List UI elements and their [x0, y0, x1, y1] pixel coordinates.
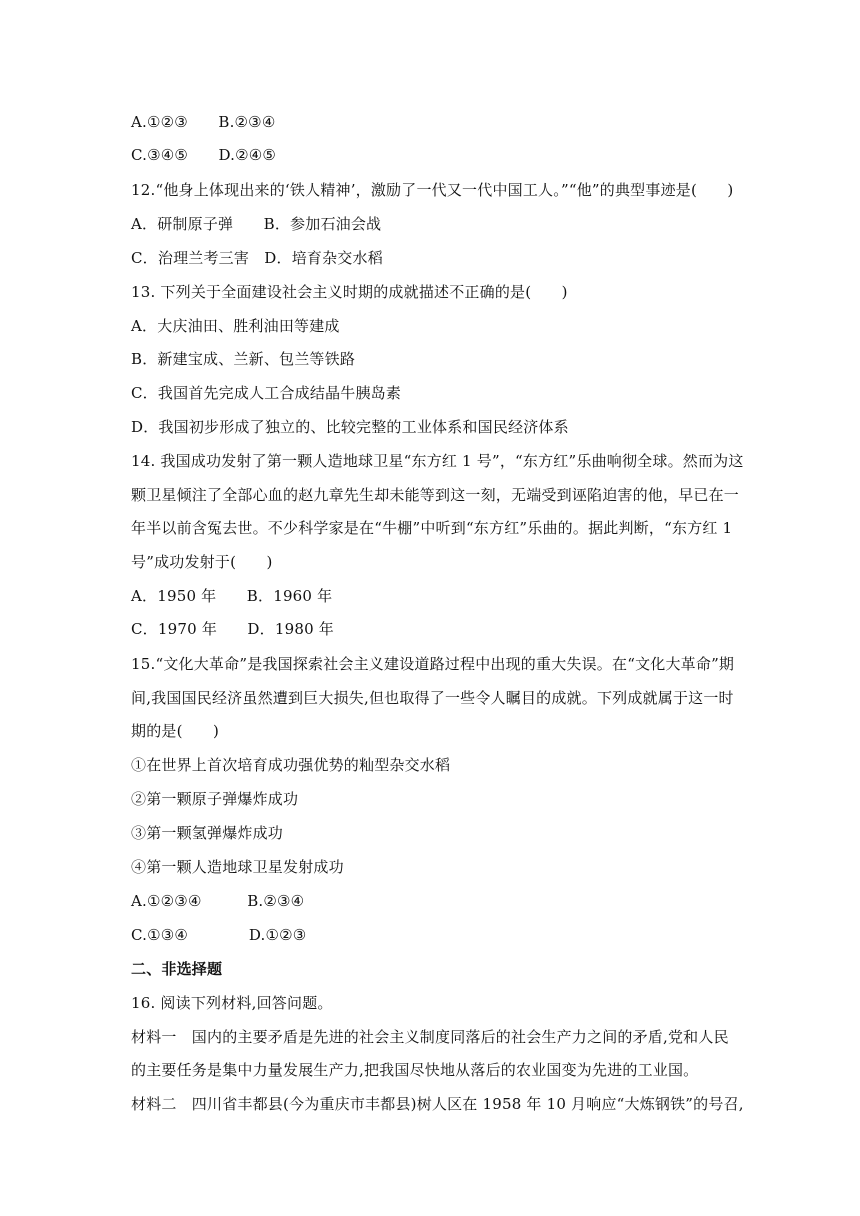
q12-options-ab: A．研制原子弹 B．参加石油会战	[131, 215, 382, 233]
q13-option-b: B．新建宝成、兰新、包兰等铁路	[131, 350, 356, 368]
q15-options-ab: A.①②③④ B.②③④	[131, 892, 305, 910]
q14-stem-line-2: 颗卫星倾注了全部心血的赵九章先生却未能等到这一刻，无端受到诬陷迫害的他，早已在一	[131, 486, 740, 504]
q13-option-d: D．我国初步形成了独立的、比较完整的工业体系和国民经济体系	[131, 418, 569, 436]
q12-stem: 12.“他身上体现出来的‘铁人精神’，激励了一代又一代中国工人。”“他”的典型事迹是( )	[131, 181, 734, 199]
q15-options-cd: C.①③④ D.①②③	[131, 926, 307, 944]
q13-option-c: C．我国首先完成人工合成结晶牛胰岛素	[131, 384, 402, 402]
q15-stem-line-2: 间,我国国民经济虽然遭到巨大损失,但也取得了一些令人瞩目的成就。下列成就属于这一时	[131, 689, 734, 707]
q15-item-3: ③第一颗氢弹爆炸成功	[131, 824, 284, 842]
q13-option-a: A．大庆油田、胜利油田等建成	[131, 317, 340, 335]
q15-item-4: ④第一颗人造地球卫星发射成功	[131, 858, 344, 876]
q15-item-1: ①在世界上首次培育成功强优势的籼型杂交水稻	[131, 756, 451, 774]
q12-options-cd: C．治理兰考三害 D．培育杂交水稻	[131, 249, 383, 267]
q13-stem: 13. 下列关于全面建设社会主义时期的成就描述不正确的是( )	[131, 283, 568, 301]
q14-stem-line-1: 14. 我国成功发射了第一颗人造地球卫星“东方红 1 号”，“东方红”乐曲响彻全球。然而为这	[131, 452, 744, 470]
q14-stem-line-3: 年半以前含冤去世。不少科学家是在“牛棚”中听到“东方红”乐曲的。据此判断，“东方红 1	[131, 519, 733, 537]
q11-options-ab: A.①②③ B.②③④	[131, 113, 276, 131]
section-heading: 二、非选择题	[131, 960, 223, 978]
q14-stem-line-4: 号”成功发射于( )	[131, 553, 273, 571]
material-2-line-1: 材料二 四川省丰都县(今为重庆市丰都县)树人区在 1958 年 10 月响应“大炼钢铁”的号召,	[131, 1095, 744, 1113]
q15-stem-line-3: 期的是( )	[131, 722, 220, 740]
q16-stem: 16. 阅读下列材料,回答问题。	[131, 994, 333, 1012]
q14-options-ab: A．1950 年 B．1960 年	[131, 587, 333, 605]
material-1-line-1: 材料一 国内的主要矛盾是先进的社会主义制度同落后的社会生产力之间的矛盾,党和人民	[131, 1028, 729, 1046]
q15-stem-line-1: 15.“文化大革命”是我国探索社会主义建设道路过程中出现的重大失误。在“文化大革命”期	[131, 655, 735, 673]
material-1-line-2: 的主要任务是集中力量发展生产力,把我国尽快地从落后的农业国变为先进的工业国。	[131, 1061, 699, 1079]
q11-options-cd: C.③④⑤ D.②④⑤	[131, 146, 277, 164]
q14-options-cd: C．1970 年 D．1980 年	[131, 620, 334, 638]
q15-item-2: ②第一颗原子弹爆炸成功	[131, 790, 299, 808]
